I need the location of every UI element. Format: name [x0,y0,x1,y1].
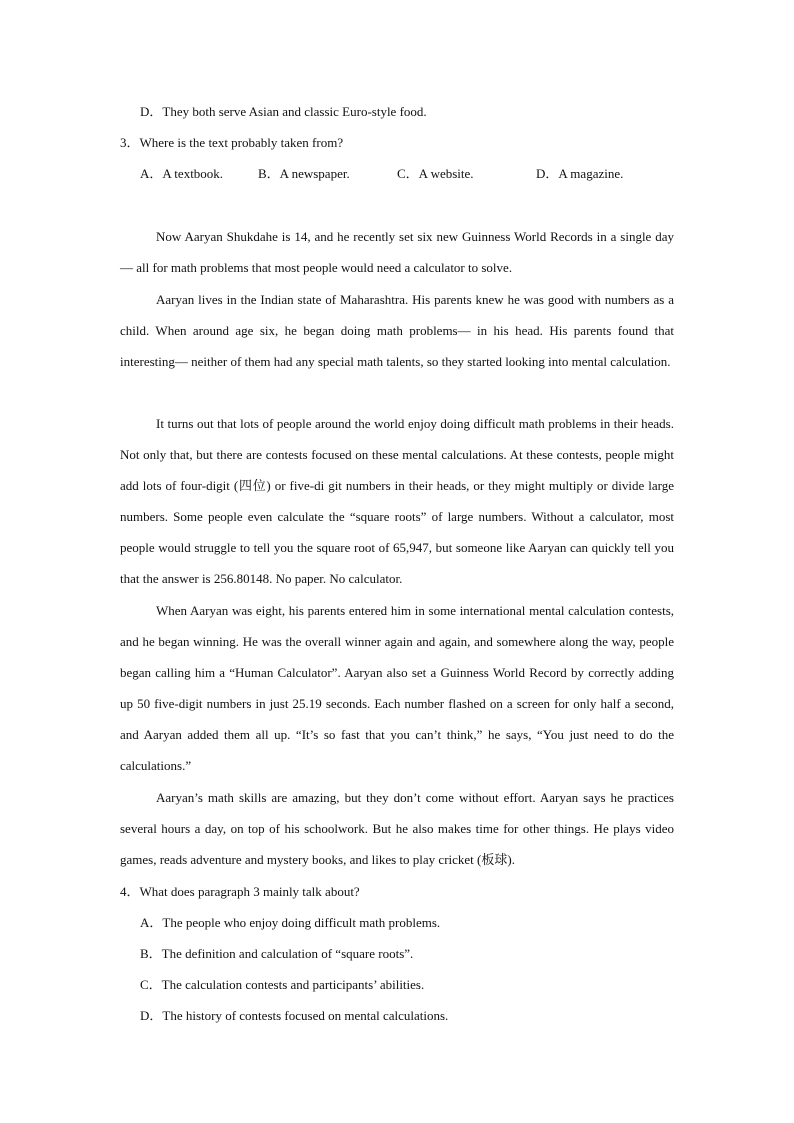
q3-option-c: C．A website. [397,166,474,181]
passage-paragraph-5 [120,782,674,875]
q3-question: 3．Where is the text probably taken from? [120,135,344,150]
passage-paragraph-1 [120,221,674,283]
passage-paragraph-3 [120,408,674,595]
q4-option-a: A．The people who enjoy doing difficult math problems. [140,915,441,930]
q4-question: 4．What does paragraph 3 mainly talk about? [120,884,360,899]
paragraph-text: It turns out that lots of people around the world enjoy doing difficult math problems in their heads. Not only that, but there are contests focused on these mental calculations. At these contests, people might add lots of four-digit (四位) or five-di git numbers in their heads, or they might multiply or divide large numbers. Some people even calculate the “square roots” of large numbers. Without a calculator, most people would struggle to tell you the square root of 65,947, but someone like Aaryan can quickly tell you that the answer is 256.80148. No paper. No calculator. [120,416,674,587]
paragraph-text: Aaryan lives in the Indian state of Maharashtra. His parents knew he was good with numbers as a child. When around age six, he began doing math problems— in his head. His parents found that interesting— neither of them had any special math talents, so they started looking into mental calculation. [120,292,674,370]
q3-option-b: B．A newspaper. [258,166,350,181]
q4-option-b: B．The definition and calculation of “square roots”. [140,946,414,961]
passage-paragraph-2 [120,284,674,377]
paragraph-text: Now Aaryan Shukdahe is 14, and he recently set six new Guinness World Records in a single day— all for math problems that most people would need a calculator to solve. [120,229,674,276]
paragraph-text: When Aaryan was eight, his parents entered him in some international mental calculation contests, and he began winning. He was the overall winner again and again, and somewhere along the way, people began calling him a “Human Calculator”. Aaryan also set a Guinness World Record by correctly adding up 50 five-digit numbers in just 25.19 seconds. Each number flashed on a screen for only half a second, and Aaryan added them all up. “It’s so fast that you can’t think,” he says, “You just need to do the calculations.” [120,603,674,774]
q4-option-d: D．The history of contests focused on mental calculations. [140,1008,449,1023]
q2-option-d: D．They both serve Asian and classic Euro-style food. [140,104,427,119]
paragraph-text: Aaryan’s math skills are amazing, but they don’t come without effort. Aaryan says he practices several hours a day, on top of his schoolwork. But he also makes time for other things. He plays video games, reads adventure and mystery books, and likes to play cricket (板球). [120,790,674,868]
q4-option-c: C．The calculation contests and participants’ abilities. [140,977,425,992]
q3-option-d: D．A magazine. [536,166,624,181]
q3-option-a: A．A textbook. [140,166,224,181]
passage-paragraph-4 [120,595,674,782]
